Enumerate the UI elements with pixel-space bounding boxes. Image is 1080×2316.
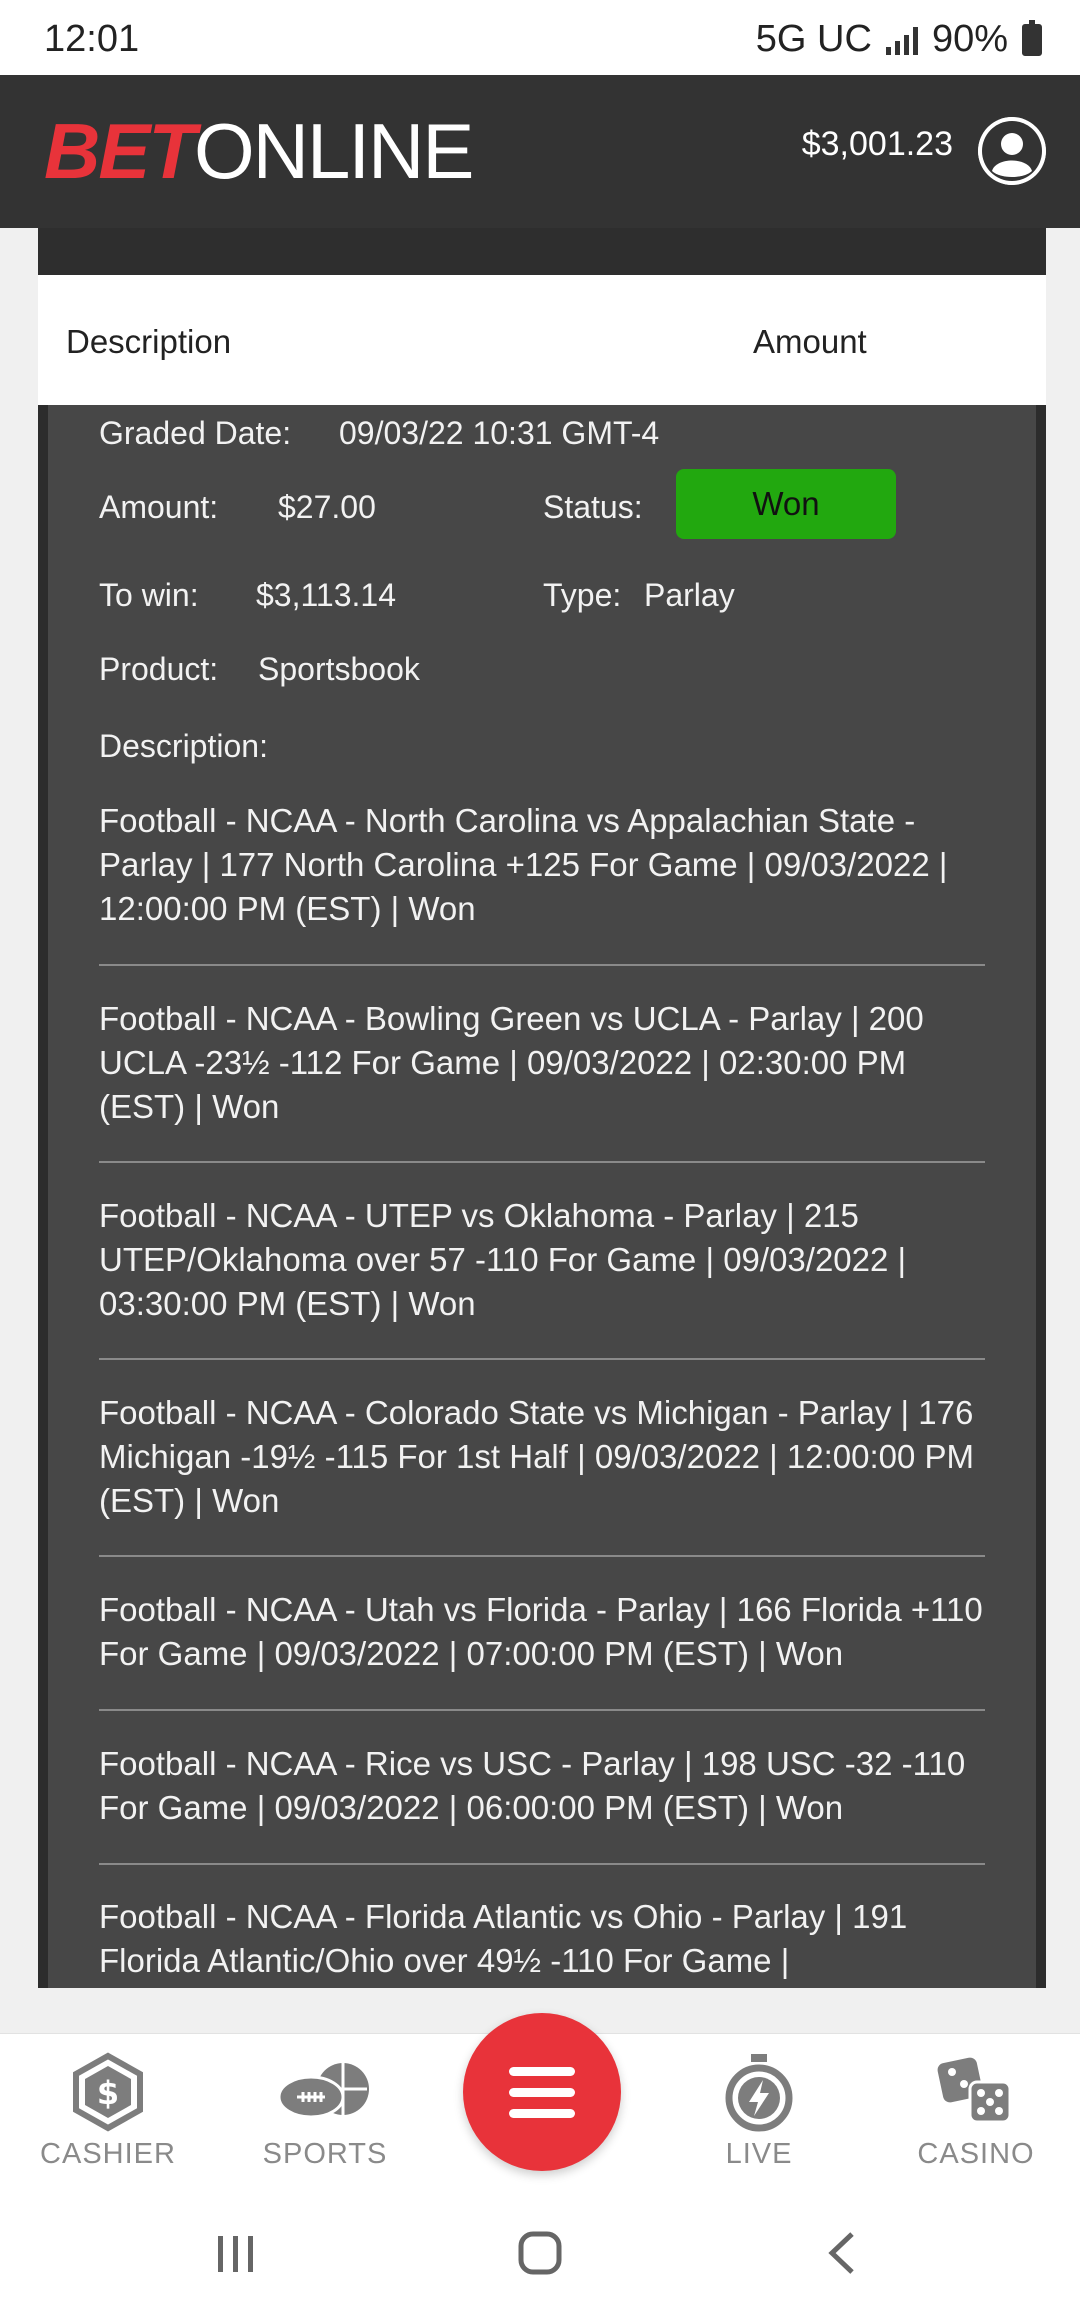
nav-live[interactable] <box>659 2052 859 2171</box>
status-label: Status: <box>543 489 643 525</box>
logo-online: ONLINE <box>194 106 473 195</box>
battery-percent: 90% <box>931 18 1008 60</box>
menu-button[interactable] <box>463 2013 621 2171</box>
recent-apps-icon[interactable] <box>214 2232 258 2276</box>
wager-detail <box>48 405 1036 1988</box>
account-balance[interactable]: $3,001.23 <box>801 125 953 163</box>
bet-leg: Football - NCAA - Colorado State vs Michigan - Parlay | 176 Michigan -19½ -115 For 1st Half | 09/03/2022 | 12:00:00 PM (EST) | Won <box>99 1394 975 1519</box>
menu-icon-bar <box>509 2067 575 2076</box>
divider <box>99 1863 985 1865</box>
divider <box>99 964 985 966</box>
divider <box>99 1709 985 1711</box>
nav-casino[interactable] <box>876 2052 1076 2171</box>
graded-date-value: 09/03/22 10:31 GMT-4 <box>339 415 660 451</box>
product-value: Sportsbook <box>258 651 420 687</box>
status-indicators <box>756 18 1042 61</box>
graded-date-label: Graded Date: <box>99 415 292 451</box>
menu-icon-bar <box>509 2109 575 2118</box>
bet-leg: Football - NCAA - Florida Atlantic vs Ohio - Parlay | 191 Florida Atlantic/Ohio over 49½ -110 For Game | <box>99 1898 908 1979</box>
panel-topbar <box>38 228 1046 275</box>
amount-value: $27.00 <box>278 489 376 525</box>
to-win-value: $3,113.14 <box>256 577 396 613</box>
divider <box>99 1358 985 1360</box>
nav-cashier-label: CASHIER <box>40 2138 176 2170</box>
type-value: Parlay <box>644 577 735 613</box>
nav-casino-label: CASINO <box>917 2138 1035 2170</box>
column-description: Description <box>66 323 232 360</box>
bet-leg: Football - NCAA - UTEP vs Oklahoma - Parlay | 215 UTEP/Oklahoma over 57 -110 For Game | 09/03/2022 | 03:30:00 PM (EST) | Won <box>99 1197 907 1322</box>
status-bar <box>0 0 1080 75</box>
live-stopwatch-icon <box>659 2052 859 2132</box>
wager-panel <box>38 228 1046 1988</box>
divider <box>99 1555 985 1557</box>
bet-leg: Football - NCAA - Rice vs USC - Parlay | 198 USC -32 -110 For Game | 09/03/2022 | 06:00:00 PM (EST) | Won <box>99 1745 966 1826</box>
back-icon[interactable] <box>824 2230 860 2276</box>
description-label: Description: <box>99 728 268 764</box>
menu-icon-bar <box>509 2088 575 2097</box>
bet-leg: Football - NCAA - Bowling Green vs UCLA - Parlay | 200 UCLA -23½ -112 For Game | 09/03/2022 | 02:30:00 PM (EST) | Won <box>99 1000 924 1125</box>
table-header <box>38 275 1046 405</box>
nav-sports[interactable] <box>225 2052 425 2171</box>
product-label: Product: <box>99 651 219 687</box>
signal-icon <box>886 25 918 55</box>
svg-text:$: $ <box>96 2074 120 2112</box>
status-badge <box>676 469 896 539</box>
bet-leg: Football - NCAA - North Carolina vs Appalachian State - Parlay | 177 North Carolina +125 For Game | 09/03/2022 | 12:00:00 PM (EST) | Won <box>99 802 948 927</box>
user-avatar-icon[interactable] <box>978 117 1046 185</box>
battery-icon <box>1022 24 1042 56</box>
system-nav-bar <box>0 2188 1080 2316</box>
type-label: Type: <box>543 577 622 613</box>
logo-bet: BET <box>44 106 194 195</box>
betonline-logo[interactable] <box>44 106 473 195</box>
nav-live-label: LIVE <box>725 2138 793 2170</box>
network-label: 5G UC <box>755 18 872 60</box>
casino-dice-icon <box>876 2052 1076 2132</box>
status-badge-text: Won <box>752 485 820 522</box>
to-win-label: To win: <box>99 577 199 613</box>
nav-sports-label: SPORTS <box>262 2138 388 2170</box>
column-amount: Amount <box>753 323 867 360</box>
divider <box>99 1161 985 1163</box>
home-icon[interactable] <box>517 2230 563 2276</box>
status-time: 12:01 <box>44 18 140 60</box>
nav-cashier[interactable] <box>8 2052 208 2171</box>
amount-label: Amount: <box>99 489 219 525</box>
app-header <box>0 75 1080 228</box>
cashier-icon <box>8 2052 208 2132</box>
sports-icon <box>225 2052 425 2132</box>
bet-leg: Football - NCAA - Utah vs Florida - Parlay | 166 Florida +110 For Game | 09/03/2022 | 07:00:00 PM (EST) | Won <box>99 1591 983 1672</box>
